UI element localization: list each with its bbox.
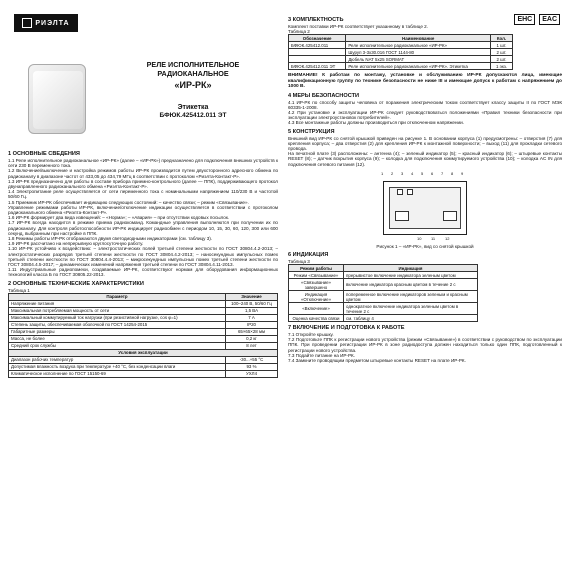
- table-cell: Климатическое исполнение по ГОСТ 15150-69: [9, 370, 226, 377]
- logo-text: РИЭЛТА: [35, 19, 70, 27]
- table-cell: 93 %: [226, 363, 278, 370]
- table-cell: Дюбель NAT 5х25 SORMAT: [346, 56, 491, 63]
- figure-number: 7: [441, 170, 444, 176]
- right-body: [288, 0, 562, 363]
- table-row: [9, 300, 278, 307]
- title-line-2: РАДИОКАНАЛЬНОЕ: [157, 69, 229, 78]
- indication-table: [288, 264, 478, 322]
- terminal-block-icon: [395, 211, 409, 221]
- table-row: [289, 56, 513, 63]
- table-cell: Максимальная потребляемая мощность от сети: [9, 307, 226, 314]
- table-cell: 1,5 ВА: [226, 307, 278, 314]
- table-cell: Реле исполнительное радиоканальное «ИР-РК». Этикетка: [346, 63, 491, 70]
- table-cell: включение индикатора красным цветом в течение 2 с: [344, 279, 478, 291]
- table-cell: Допустимая влажность воздуха при температуре +40 °С, без конденсации влаги: [9, 363, 226, 370]
- table-cell: см. таблицу 4: [344, 315, 478, 322]
- logo-mark-icon: [22, 18, 32, 28]
- table-header: Кол.: [491, 35, 513, 42]
- paragraph: 4.3 Все монтажные работы должны производиться при отключенном напряжении.: [288, 120, 464, 126]
- paragraph: 1.1 Реле исполнительное радиоканальное «ИР-РК» (далее – «ИР-РК») предназначено для подключения внешних устройств к сети 230 В переменного тока.: [8, 158, 278, 169]
- paragraph: 1.4 Электропитание реле осуществляется от сети переменного тока с номинальными напряжением 110/230 В и частотой 50/60 Гц.: [8, 189, 278, 200]
- table-header: Значение: [226, 293, 278, 300]
- safety-warning: ВНИМАНИЕ! К работам по монтажу, установке и обслуживанию ИР-РК допускаются лица, имеющие квалификационную группу по технике безопасности не ниже III и имеющие допуск к работам с напряжением до 1000 В.: [288, 73, 562, 90]
- table-cell: 2 шт.: [491, 56, 513, 63]
- table-cell: 7 А: [226, 314, 278, 321]
- table-cell: 0,2 кг: [226, 335, 278, 342]
- table-cell: Диапазон рабочих температур: [9, 356, 226, 363]
- table-cell: попеременное включение индикаторов зеленым и красным цветом: [344, 291, 478, 303]
- table-cell: 2 шт.: [491, 49, 513, 56]
- table-subheader-row: [9, 349, 278, 356]
- table-cell: [289, 49, 346, 56]
- paragraph: Внешний вид ИР-РК со снятой крышкой приведен на рисунке 1. В основании корпуса (1) предусмотрены: – отверстия (7) для крепления корпуса; – два отверстия (2) для крепления ИР-РК к монтажной поверхности; – выход (11) для прокладки сетевого провода.: [288, 135, 562, 152]
- product-name: «ИР-РК»: [174, 80, 212, 90]
- table-cell: Шуруп 3-3х30.016 ГОСТ 1144-80: [346, 49, 491, 56]
- table-header: Параметр: [9, 293, 226, 300]
- table-row: [9, 363, 278, 370]
- paragraph: На печатной плате (3) расположены: – антенна (4); – зеленый индикатор (5); – красный индикатор (6); – штыревые контакты RESET (8); – датчик вскрытия корпуса (9); – колодка для подключения коммутируемого устройства (10); – колодка AC IN для подключения сетевого питания (12).: [288, 151, 562, 167]
- table-cell: УХЛ4: [226, 370, 278, 377]
- right-column: [288, 0, 562, 570]
- table-cell: «Связывание» завершено: [289, 279, 344, 291]
- table-subheader: Условия эксплуатации: [9, 349, 278, 356]
- paragraph: 1.2 Включение/выключение и настройка режимов работы ИР-РК производится путем двухсторонного адресного обмена по радиоканалу в диапазоне частот от 433,05 до 434,79 МГц в соответствии с протоколом «Риэлта-Контакт-Р».: [8, 168, 278, 179]
- table-row: [289, 63, 513, 70]
- table-row: [9, 314, 278, 321]
- table-row: [9, 370, 278, 377]
- table-2-label: Таблица 2: [288, 29, 310, 35]
- figure-number: 12: [445, 235, 450, 241]
- section-5-title: 5 КОНСТРУКЦИЯ: [288, 128, 335, 135]
- figure-number: 1: [381, 170, 384, 176]
- table-header: Индикация: [344, 265, 478, 272]
- table-row: [289, 279, 478, 291]
- paragraph: 7.2 Подготовьте ППК к регистрации нового устройства (режим «Связывание») в соответствии с руководством по эксплуатации ППК. При проведении регистрации ИР-РК в зоне радиодоступа должен находиться только один ППК, подготовленный к регистрации нового устройства.: [288, 337, 562, 353]
- section-1-title: 1 ОСНОВНЫЕ СВЕДЕНИЯ: [8, 151, 80, 157]
- table-header: Режим работы: [289, 265, 344, 272]
- document-type: Этикетка: [177, 104, 209, 111]
- device-diagram: [355, 171, 495, 243]
- paragraph: 1.11 Индустриальные радиопомехи, создаваемые ИР-РК, соответствуют нормам для оборудования информационных технологий класса Б по ГОСТ 30805.22-2013.: [8, 267, 278, 278]
- table-row: [289, 303, 478, 315]
- table-cell: Степень защиты, обеспечиваемая оболочкой по ГОСТ 14254-2015: [9, 321, 226, 328]
- left-column: [8, 0, 278, 570]
- paragraph: 1.6 ИР-РК формирует два вида извещений: – «Норма»; – «Авария» – при отсутствии кодовых посылок.: [8, 215, 230, 221]
- table-cell: Режим «Связывание»: [289, 272, 344, 279]
- table-cell: IP20: [226, 321, 278, 328]
- section-6-title: 6 ИНДИКАЦИЯ: [288, 251, 329, 258]
- table-cell: Габаритные размеры: [9, 328, 226, 335]
- table-row: [9, 321, 278, 328]
- paragraph: 1.7 ИР-РК всегда находится в режиме приема радиокоманд. Командные управления выполняются при получении их по радиоканалу. Для контроля работоспособности ИР-РК индицирует радиообмен с периодом 10, 15, 30, 60, 120, 300 или 600 секунд, выбранным при настройке в ППК.: [8, 220, 278, 236]
- table-row: [9, 356, 278, 363]
- left-body: [8, 148, 278, 378]
- indicator-led-icon: [397, 189, 403, 195]
- paragraph: 1.9 ИР-РК рассчитано на непрерывную круглосуточную работу.: [8, 241, 144, 247]
- title-line-1: РЕЛЕ ИСПОЛНИТЕЛЬНОЕ: [146, 60, 240, 69]
- document-code: БФЮК.425412.011 ЭТ: [159, 112, 227, 119]
- table-cell: БФЮК.425412.011 ЭТ: [289, 63, 346, 70]
- section-4-title: 4 МЕРЫ БЕЗОПАСНОСТИ: [288, 92, 360, 99]
- paragraph: 7.4 Замкните проводящим предметом штыревые контакты RESET на плате ИР-РК.: [288, 358, 466, 364]
- paragraph: 7.3 Подайте питание на ИР-РК.: [288, 352, 355, 358]
- section-3-title: 3 КОМПЛЕКТНОСТЬ: [288, 17, 344, 23]
- table-header: Наименование: [346, 35, 491, 42]
- terminal-block-icon: [443, 211, 457, 221]
- figure-number: 8: [451, 170, 454, 176]
- figure-number: 9: [461, 170, 464, 176]
- paragraph: Управление режимами работы ИР-РК, включение/отключение индикации осуществляется в соответствии с протоколом радиоканального обмена «Риэлта-Контакт-Р».: [8, 204, 278, 216]
- figure-number: 11: [431, 235, 436, 241]
- section-7-title: 7 ВКЛЮЧЕНИЕ И ПОДГОТОВКА К РАБОТЕ: [288, 325, 405, 332]
- paragraph: Комплект поставки ИР-РК соответствует указанному в таблице 2.: [288, 24, 428, 29]
- table-row: [9, 342, 278, 349]
- table-cell: Индикация «Отключение»: [289, 291, 344, 303]
- table-row: [9, 328, 278, 335]
- table-cell: Оценка качества связи: [289, 315, 344, 322]
- paragraph: 1.10 ИР-РК устойчиво к воздействию: – электростатических полей третьей степени жесткости по ГОСТ 30804.4.2-2013; – электростатических разрядов третьей степени жесткости по ГОСТ 30804.4.2-2013; – наносекундных импульсных помех третьей степени жесткости по ГОСТ 30804.4.4-2013; – микросекундных импульсных помех третьей степени жесткости по ГОСТ 30804.4.5-2017; – динамических изменений напряжения третьей степени по ГОСТ 30804.4.11-2013.: [8, 246, 278, 268]
- table-row: [289, 49, 513, 56]
- ehc-mark: EHC: [514, 14, 535, 25]
- figure-caption: Рисунок 1 – «ИР-РК», вид со снятой крышкой: [376, 243, 474, 249]
- figure-number: 4: [411, 170, 414, 176]
- paragraph: 1.3 ИР-РК предназначено для работы в составе прибора приемно-контрольного (далее — ППК), поддерживающего протокол двунаправленного радиоканального обмена «Риэлта-Контакт-Р».: [8, 178, 278, 190]
- table-row: [289, 315, 478, 322]
- table-cell: Средний срок службы: [9, 342, 226, 349]
- header: [8, 0, 278, 60]
- table-3-label: Таблица 3: [288, 258, 310, 264]
- figure-number: 6: [431, 170, 434, 176]
- table-cell: «Включение»: [289, 303, 344, 315]
- paragraph: 1.5 Приемник ИР-РК обеспечивает индикацию следующих состояний: – качество связи; – режим «Связывание».: [8, 199, 249, 205]
- figure-number: 3: [401, 170, 404, 176]
- paragraph: 7.1 Откройте крышку.: [288, 332, 334, 338]
- table-row: [289, 291, 478, 303]
- table-cell: 100–240 В, 50/60 Гц: [226, 300, 278, 307]
- device-photo: [28, 64, 86, 134]
- table-cell: Напряжение питания: [9, 300, 226, 307]
- paragraph: 4.1 ИР-РК по способу защиты человека от поражения электрическим током соответствует классу защиты II по ГОСТ МЭК 60335-1-2008.: [288, 99, 562, 110]
- table-cell: БФЮК.425412.011: [289, 42, 346, 49]
- table-cell: Максимальный коммутируемый ток нагрузки (при резистивной нагрузке, cos φ=1): [9, 314, 226, 321]
- certification-marks: [514, 14, 560, 25]
- table-cell: Реле исполнительное радиоканальное «ИР-РК»: [346, 42, 491, 49]
- figure-number: 10: [417, 235, 422, 241]
- section-2-title: 2 ОСНОВНЫЕ ТЕХНИЧЕСКИЕ ХАРАКТЕРИСТИКИ: [8, 280, 144, 287]
- company-logo: [14, 14, 78, 32]
- table-1-label: Таблица 1: [8, 287, 30, 293]
- paragraph: 1.8 Режимы работы ИР-РК отображаются двумя светодиодными индикаторами (см. таблицу 3).: [8, 236, 213, 242]
- table-row: [289, 42, 513, 49]
- table-cell: -30...+55 °С: [226, 356, 278, 363]
- indicator-led-icon: [407, 189, 413, 195]
- title-block: [108, 60, 278, 119]
- table-cell: 1 шт.: [491, 42, 513, 49]
- table-cell: Масса, не более: [9, 335, 226, 342]
- table-header: Обозначение: [289, 35, 346, 42]
- table-cell: [289, 56, 346, 63]
- table-cell: однократное включение индикатора зеленым цветом в течение 2 с: [344, 303, 478, 315]
- specs-table: [8, 293, 278, 378]
- figure-number: 5: [421, 170, 424, 176]
- table-cell: 8 лет: [226, 342, 278, 349]
- delivery-set-table: [288, 34, 513, 70]
- table-cell: 1 экз.: [491, 63, 513, 70]
- table-row: [9, 307, 278, 314]
- table-row: [289, 272, 478, 279]
- figure-number: 2: [391, 170, 394, 176]
- table-row: [9, 335, 278, 342]
- table-cell: 65×65×28 мм: [226, 328, 278, 335]
- table-cell: прерывистое включение индикатора зеленым цветом: [344, 272, 478, 279]
- eac-mark: EAC: [539, 14, 560, 25]
- paragraph: 4.2 При установке и эксплуатации ИР-РК следует руководствоваться положениями «Правил техники безопасности при эксплуатации электроустановок потребителей».: [288, 110, 562, 121]
